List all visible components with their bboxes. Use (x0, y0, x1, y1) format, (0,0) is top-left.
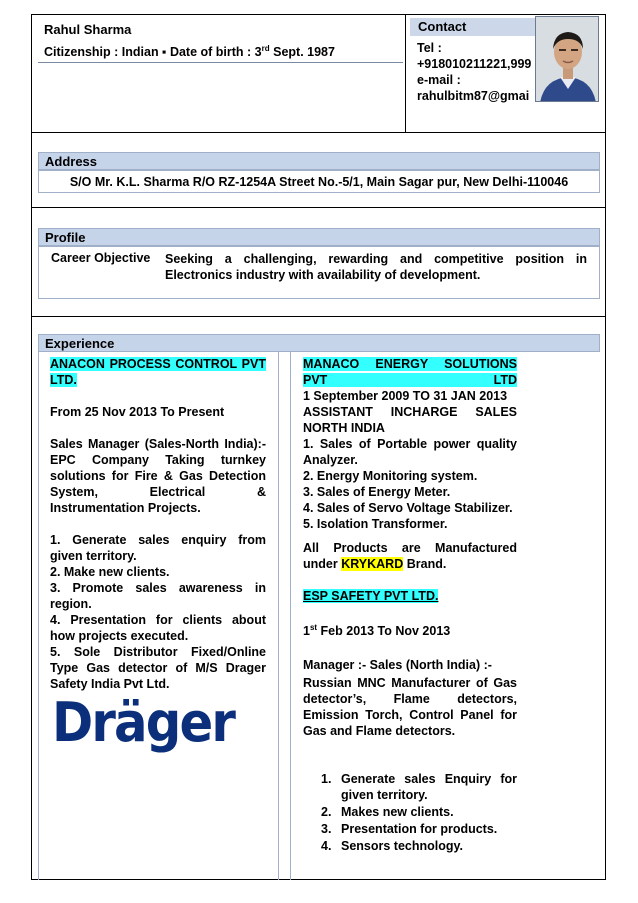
citizenship-line (44, 44, 335, 59)
role-anacon: Sales Manager (Sales-North India):- EPC Company Taking turnkey solutions for Fire & Gas Detection System, Electrical & Instrumentation Projects. (50, 437, 266, 515)
experience-left-border (38, 352, 39, 880)
duty-item: 3. Sales of Energy Meter. (303, 485, 451, 499)
duty-item: 1. Generate sales enquiry from given territory. (50, 533, 266, 563)
portrait-icon (536, 17, 599, 102)
header-divider (405, 14, 406, 132)
period-esp: 1st Feb 2013 To Nov 2013 (303, 623, 451, 639)
drager-logo: Dräger (52, 691, 234, 754)
profile-heading: Profile (38, 228, 600, 246)
duty-item: 4. Presentation for clients about how projects executed. (50, 613, 266, 643)
address-bottom-rule (31, 207, 606, 208)
role-manaco: ASSISTANT INCHARGE SALES NORTH INDIA (303, 405, 517, 435)
role-esp-title: Manager :- Sales (North India) :- (303, 658, 492, 673)
experience-right-column (303, 356, 517, 855)
contact-details (417, 40, 533, 104)
duty-item: 1. Sales of Portable power quality Analyzer. (303, 437, 517, 467)
period-anacon: From 25 Nov 2013 To Present (50, 405, 225, 419)
citizenship-underline (38, 62, 403, 63)
products-line: All Products are Manufactured under KRYKARD Brand. (303, 541, 517, 571)
company-anacon: ANACON PROCESS CONTROL PVT LTD. (50, 357, 266, 387)
contact-heading: Contact (410, 18, 535, 36)
duty-item: 5. Isolation Transformer. (303, 517, 448, 531)
period-manaco: 1 September 2009 TO 31 JAN 2013 (303, 389, 508, 403)
citizenship-prefix: Citizenship : Indian ▪ Date of birth : 3 (44, 45, 262, 60)
duty-item: 2. Energy Monitoring system. (303, 469, 478, 483)
candidate-name: Rahul Sharma (44, 22, 132, 37)
header-bottom-rule (31, 132, 606, 133)
career-objective-text: Seeking a challenging, rewarding and competitive position in Electronics industry with availability of development. (165, 252, 587, 282)
experience-left-column (50, 356, 266, 692)
role-esp-desc: Russian MNC Manufacturer of Gas detector’s, Flame detectors, Emission Torch, Control Panel for Gas and Flame detectors. (303, 676, 517, 739)
email-label: e-mail : (417, 73, 461, 87)
experience-heading: Experience (38, 334, 600, 352)
esp-duties-list (321, 771, 517, 854)
brand-krykard: KRYKARD (341, 557, 404, 571)
duty-item: 5. Sole Distributor Fixed/Online Type Gas detector of M/S Drager Safety India Pvt Ltd. (50, 645, 266, 691)
list-item: 1. Generate sales Enquiry for given territory. (321, 772, 517, 803)
duty-item: 4. Sales of Servo Voltage Stabilizer. (303, 501, 513, 515)
company-manaco: MANACO ENERGY SOLUTIONS PVT LTD (303, 357, 517, 387)
email-value: rahulbitm87@gmai (417, 89, 530, 103)
tel-value: +918010211221,999 (417, 57, 532, 71)
duty-item: 2. Make new clients. (50, 565, 170, 579)
tel-label: Tel : (417, 41, 442, 55)
dob-suffix: rd (261, 44, 270, 53)
duty-item: 3. Promote sales awareness in region. (50, 581, 266, 611)
list-item: 4. Sensors technology. (321, 839, 464, 854)
address-text: S/O Mr. K.L. Sharma R/O RZ-1254A Street No.-5/1, Main Sagar pur, New Delhi-110046 (69, 175, 569, 189)
career-objective-label: Career Objective (51, 251, 151, 265)
profile-photo (535, 16, 599, 102)
address-heading: Address (38, 152, 600, 170)
company-esp: ESP SAFETY PVT LTD. (303, 589, 439, 603)
list-item: 2. Makes new clients. (321, 805, 454, 820)
profile-bottom-rule (31, 316, 606, 317)
experience-mid-border-a (278, 352, 279, 880)
list-item: 3. Presentation for products. (321, 822, 498, 837)
dob-rest: Sept. 1987 (269, 45, 335, 60)
experience-mid-border-b (290, 352, 291, 880)
